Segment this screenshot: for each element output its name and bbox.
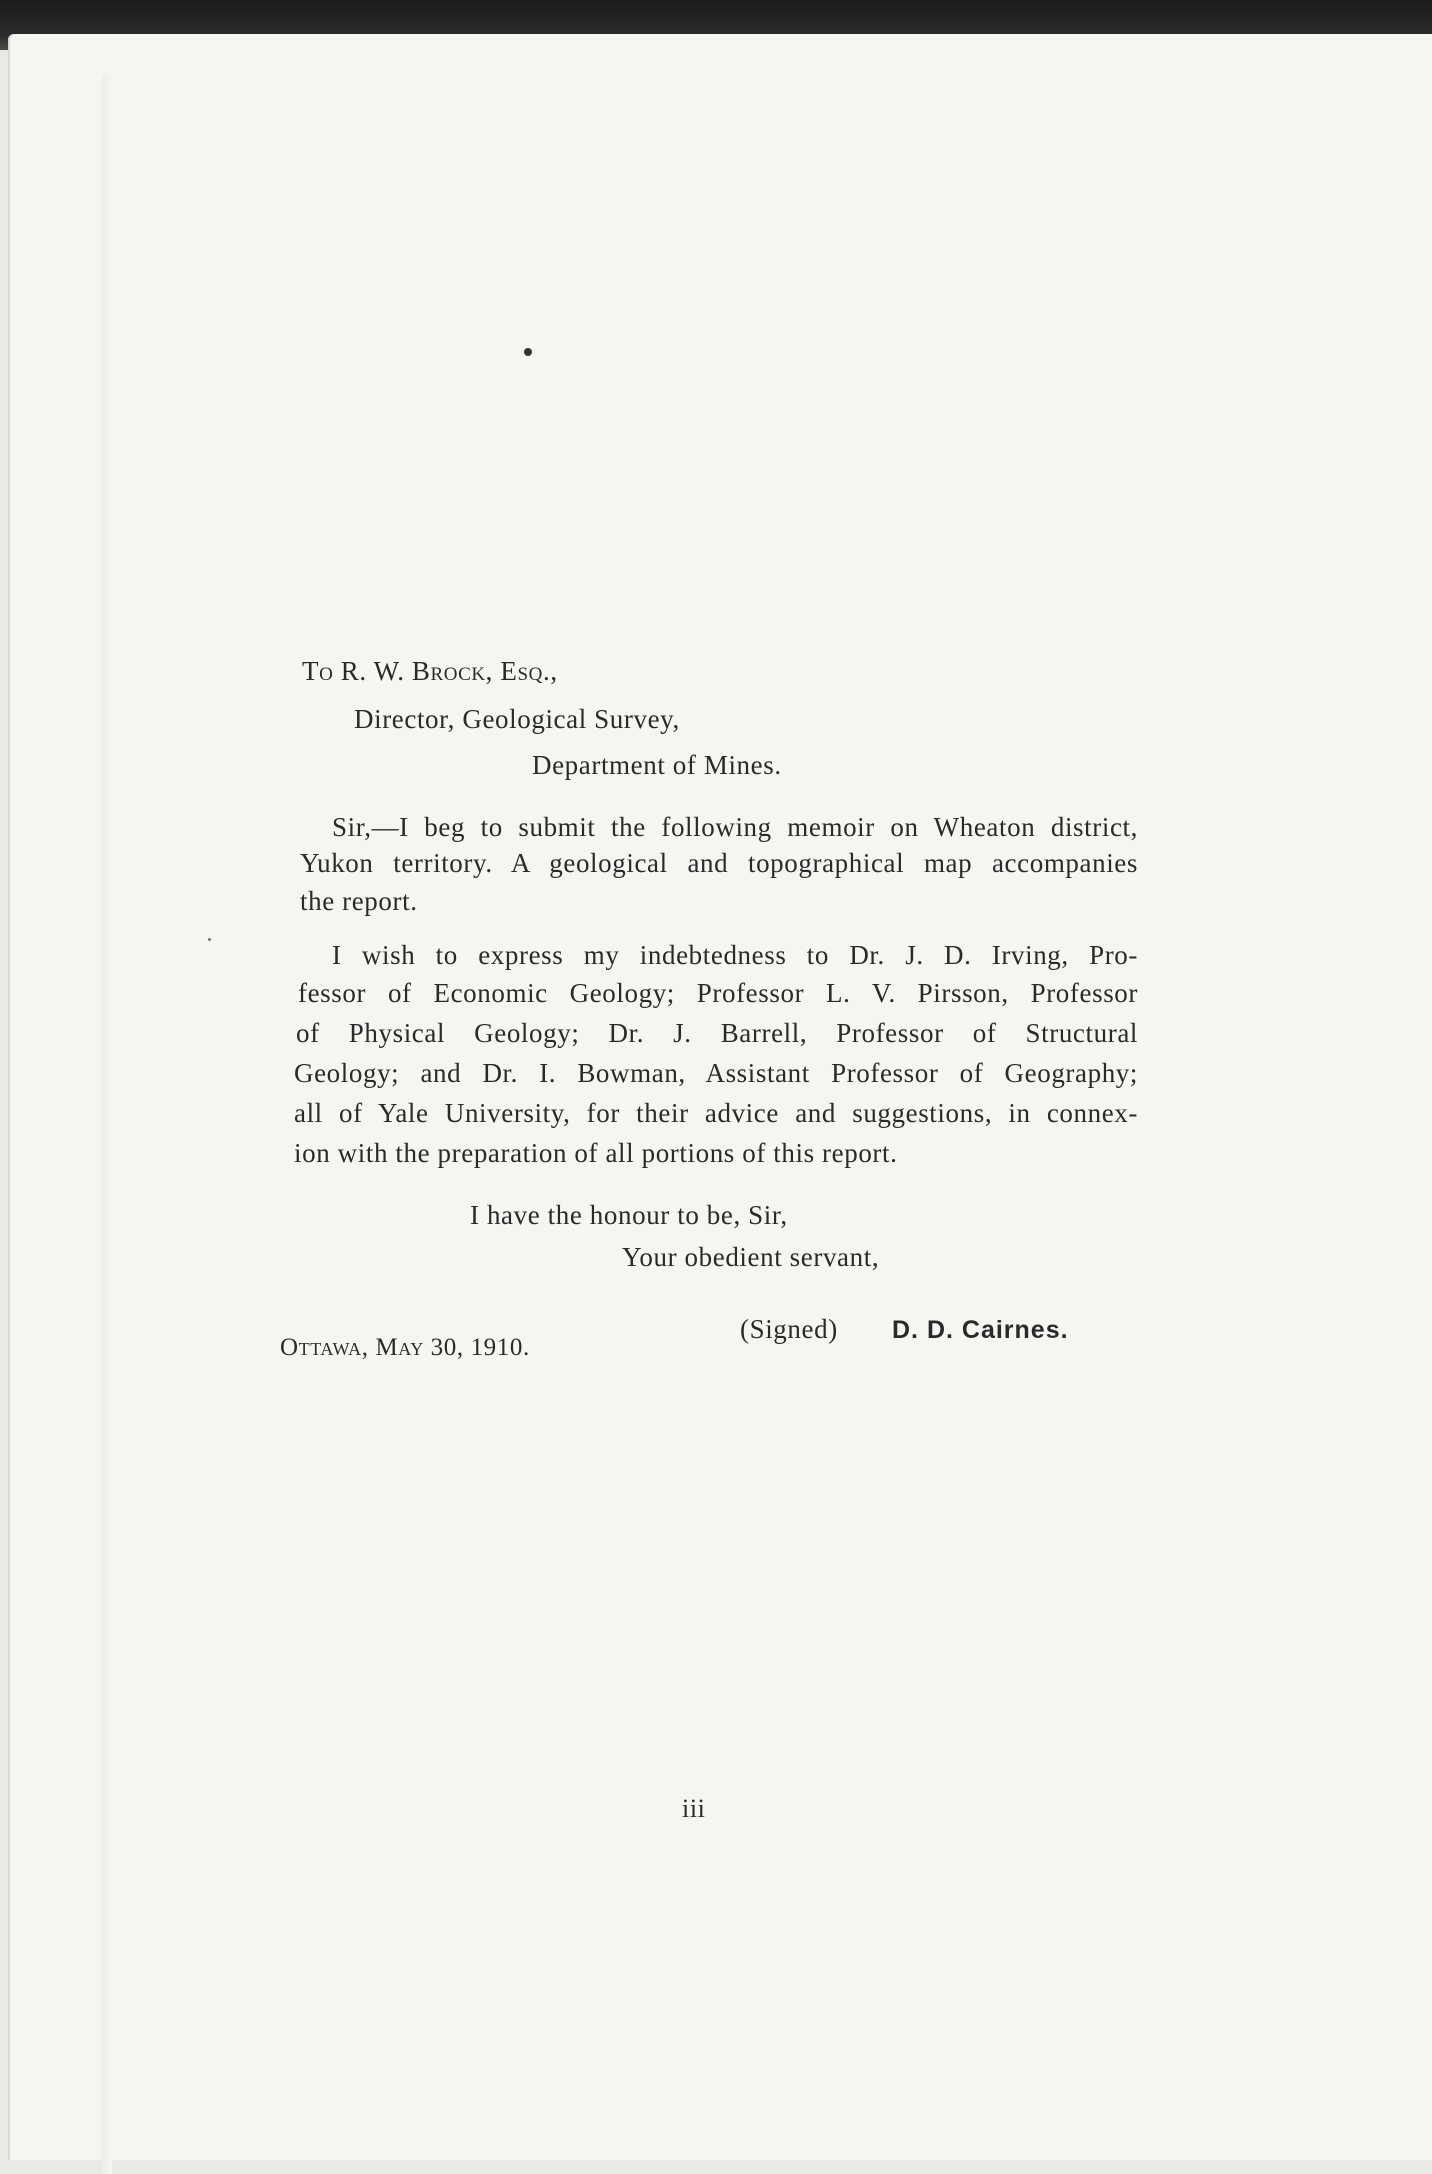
closing-line: I have the honour to be, Sir,	[470, 1200, 788, 1230]
place-date: Ottawa, May 30, 1910.	[280, 1334, 530, 1361]
addressee-department: Department of Mines.	[532, 750, 782, 780]
paragraph-line: Yukon territory. A geological and topographical map accompanies	[300, 848, 1138, 878]
paragraph-line: of Physical Geology; Dr. J. Barrell, Professor of Structural	[296, 1018, 1138, 1048]
addressee-line: To R. W. Brock, Esq.,	[302, 656, 558, 686]
paragraph-line: ion with the preparation of all portions of this report.	[294, 1138, 898, 1168]
paragraph-line: Geology; and Dr. I. Bowman, Assistant Professor of Geography;	[294, 1058, 1138, 1088]
page-number: iii	[682, 1794, 706, 1823]
paragraph-line: all of Yale University, for their advice and suggestions, in connex-	[294, 1098, 1138, 1128]
addressee-title: Director, Geological Survey,	[354, 704, 680, 734]
ink-speck	[524, 348, 532, 356]
page-gutter	[102, 74, 112, 2174]
signed-label: (Signed)	[740, 1314, 838, 1344]
document-page	[8, 34, 1432, 2160]
paragraph-line: Sir,—I beg to submit the following memoir on Wheaton district,	[332, 812, 1138, 842]
paragraph-line: fessor of Economic Geology; Professor L. V. Pirsson, Professor	[298, 978, 1138, 1008]
paragraph-line: I wish to express my indebtedness to Dr. J. D. Irving, Pro-	[332, 940, 1138, 970]
signature-name: D. D. Cairnes.	[892, 1316, 1069, 1344]
closing-servant: Your obedient servant,	[622, 1242, 880, 1272]
paragraph-line: the report.	[300, 886, 418, 916]
ink-speck	[208, 938, 211, 941]
